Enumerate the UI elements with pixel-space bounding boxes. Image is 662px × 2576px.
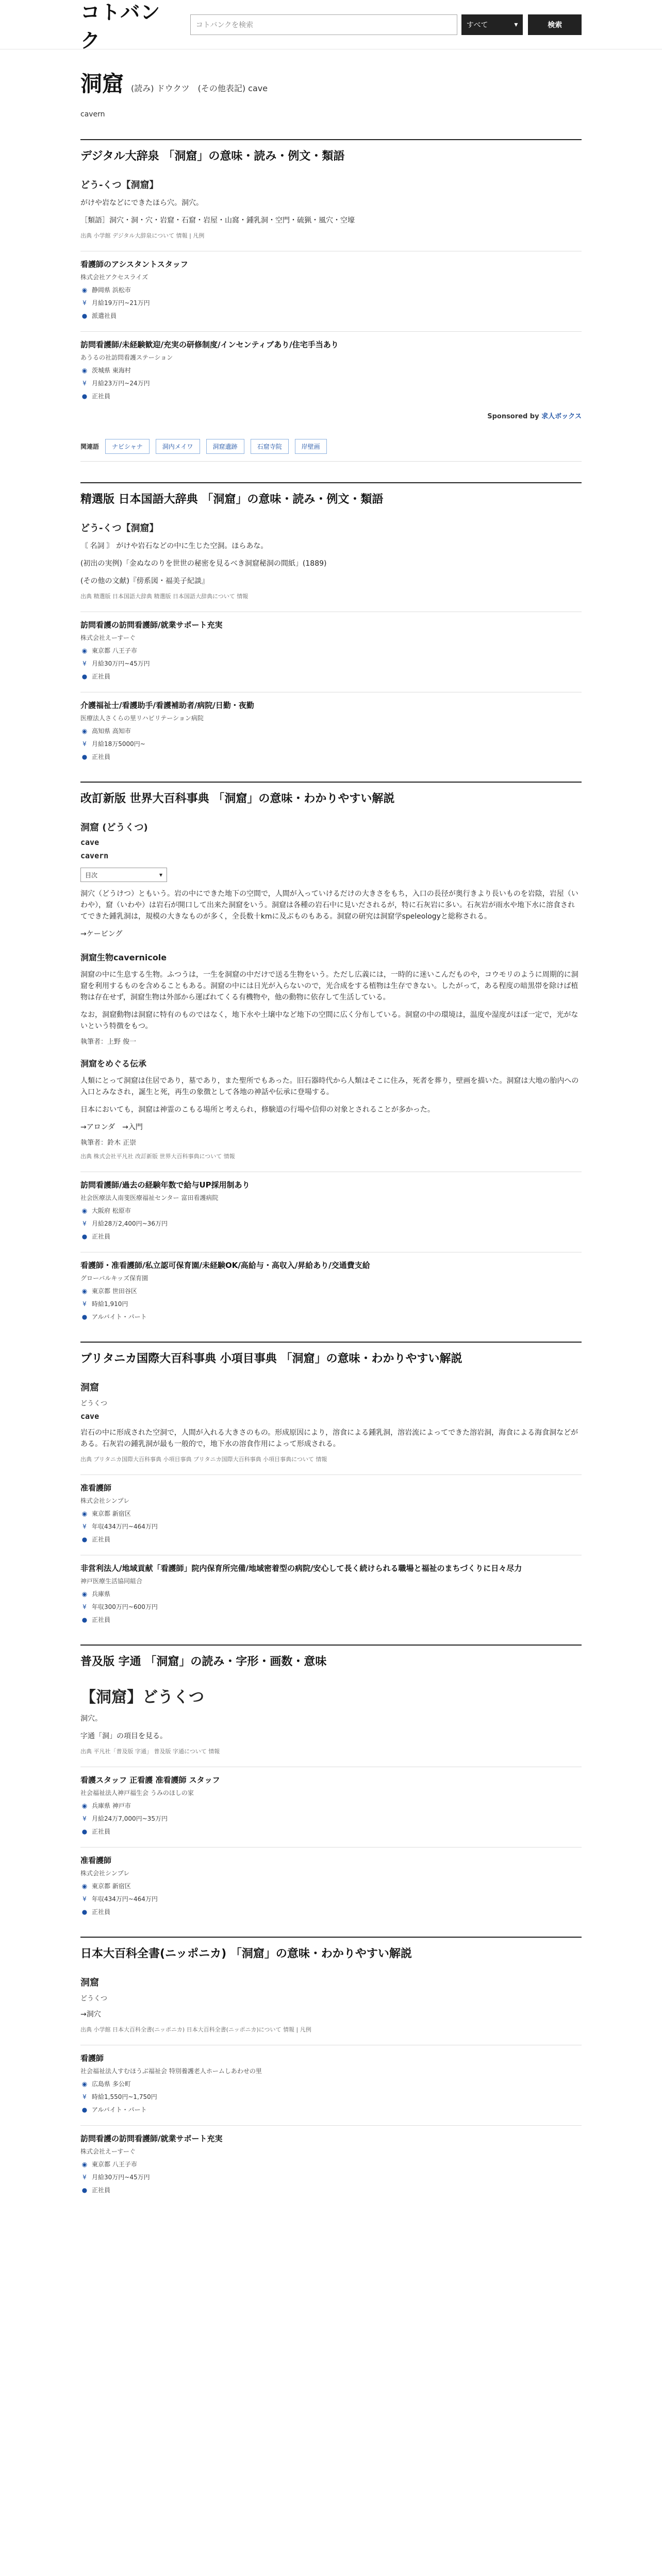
job-company: 株式会社えーすーぐ	[80, 634, 136, 641]
job-location-text: 東京都 世田谷区	[92, 1287, 137, 1295]
job-location-text: 大阪府 松原市	[92, 1207, 131, 1214]
job-location-text: 兵庫県 神戸市	[92, 1802, 131, 1809]
job-location	[80, 366, 582, 375]
job-company: 社会福祉法人すむほうぶ福祉会 特別養護老人ホームしあわせの里	[80, 2067, 262, 2075]
job-listing[interactable]	[80, 1172, 582, 1241]
article-subheading: 洞窟生物cavernicole	[80, 953, 167, 962]
job-location-text: 東京都 八王子市	[92, 647, 137, 654]
job-salary	[80, 298, 582, 307]
job-listing[interactable]	[80, 331, 582, 400]
job-type	[80, 672, 582, 681]
person-icon: ●	[81, 392, 88, 400]
section-title: デジタル大辞泉 「洞窟」の意味・読み・例文・類語	[80, 150, 345, 163]
job-title[interactable]: 看護師のアシスタントスタッフ	[80, 260, 188, 269]
source-meta: 出典 小学館 日本大百科全書(ニッポニカ) 日本大百科全書(ニッポニカ)について 情報 | 凡例	[80, 2026, 311, 2033]
author: 執筆者：鈴木 正崇	[80, 1139, 137, 1147]
job-listing[interactable]	[80, 2125, 582, 2194]
job-salary	[80, 1522, 582, 1531]
job-location-text: 茨城県 東海村	[92, 367, 131, 374]
job-salary-text: 年収434万円~464万円	[92, 1523, 158, 1530]
search-scope-select[interactable]	[461, 14, 523, 35]
job-salary	[80, 2092, 582, 2101]
entry-english: cave	[80, 838, 100, 847]
job-location	[80, 646, 582, 655]
job-title[interactable]: 看護師・准看護師/私立認可保育園/未経験OK/高給与・高収入/昇給あり/交通費支給	[80, 1261, 370, 1270]
word-header	[80, 67, 582, 98]
job-type-text: 正社員	[92, 2187, 111, 2194]
job-location-text: 東京都 新宿区	[92, 1883, 131, 1890]
job-listing[interactable]	[80, 2045, 582, 2114]
job-location	[80, 285, 582, 294]
entry-word: どう‐くつ【洞窟】	[80, 523, 159, 534]
article-paragraph: なお，洞窟動物は洞窟に特有のものではなく，地下水や土壌中など地下の空間に広く分布している。洞窟の中の環境は，温度や湿度がほぼ一定で，光がないという特徴をもつ。	[80, 1011, 578, 1030]
job-type-text: 正社員	[92, 673, 111, 680]
entry-reading: どうくつ	[80, 1400, 108, 1408]
source-meta: 出典 精選版 日本国語大辞典 精選版 日本国語大辞典について 情報	[80, 593, 249, 600]
section-title: 改訂新版 世界大百科事典 「洞窟」の意味・わかりやすい解説	[80, 792, 395, 805]
yen-icon: ¥	[82, 299, 87, 307]
source-meta: 出典 平凡社「普及版 字通」 普及版 字通について 情報	[80, 1748, 220, 1755]
sponsor-brand[interactable]: 求人ボックス	[541, 413, 582, 420]
yen-icon: ¥	[82, 2093, 87, 2100]
job-type-text: 正社員	[92, 1536, 111, 1543]
job-salary	[80, 1299, 582, 1308]
yen-icon: ¥	[82, 659, 87, 667]
yen-icon: ¥	[82, 1219, 87, 1227]
note-text: (その他の文献)『傍系図・福美子紀談』	[80, 577, 209, 585]
section-nipponica	[80, 1937, 582, 2194]
job-salary-text: 月給30万円~45万円	[92, 660, 150, 667]
job-company: 社会医療法人南斐医療福祉センター 富田看護病院	[80, 1194, 219, 1201]
entry-word: 洞窟 (どうくつ)	[80, 822, 148, 833]
source-meta: 出典 株式会社平凡社 改訂新版 世界大百科事典について 情報	[80, 1153, 235, 1160]
person-icon: ●	[81, 312, 88, 319]
toc-select[interactable]	[80, 868, 167, 882]
person-icon: ●	[81, 753, 88, 760]
source-meta: 出典 小学館 デジタル大辞泉について 情報 | 凡例	[80, 232, 205, 239]
yen-icon: ¥	[82, 1300, 87, 1308]
job-listing[interactable]	[80, 1475, 582, 1544]
job-salary	[80, 1219, 582, 1228]
job-salary	[80, 1814, 582, 1823]
map-pin-icon: ◉	[81, 727, 88, 735]
person-icon: ●	[81, 1535, 88, 1543]
section-sekai	[80, 782, 582, 1321]
definition-text: 〘 名詞 〙 がけや岩石などの中に生じた空洞。ほらあな。	[80, 542, 268, 550]
article-subheading: 洞窟をめぐる伝承	[80, 1059, 147, 1069]
source-meta: 出典 ブリタニカ国際大百科事典 小項目事典 ブリタニカ国際大百科事典 小項目事典について 情報	[80, 1456, 327, 1463]
entry-reading: どうくつ	[80, 1995, 108, 2003]
job-title[interactable]: 非営利法人/地域貢献「看護師」院内保育所完備/地域密着型の病院/安心して長く続けられる職場と福祉のまちづくりに日々尽力	[80, 1564, 522, 1573]
job-salary-text: 時給1,910円	[92, 1300, 128, 1308]
job-salary-text: 月給18万5000円~	[92, 740, 145, 748]
see-also-link[interactable]: 字通「洞」の項目を見る。	[80, 1732, 167, 1740]
chevron-down-icon: ▾	[514, 20, 518, 29]
related-tag[interactable]: 岸壁画	[295, 439, 327, 454]
page-title: 洞窟	[80, 71, 124, 96]
person-icon: ●	[81, 1313, 88, 1320]
related-tag[interactable]: 石窟寺院	[251, 439, 289, 454]
job-salary-text: 月給24万7,000円~35万円	[92, 1815, 168, 1822]
word-english: cavern	[80, 110, 105, 118]
job-type-text: 派遣社員	[92, 312, 117, 319]
job-type-text: 正社員	[92, 393, 111, 400]
author: 執筆者：上野 俊一	[80, 1038, 137, 1046]
map-pin-icon: ◉	[81, 1207, 88, 1214]
job-listing[interactable]	[80, 1252, 582, 1321]
job-company: 社会福祉法人神戸福生会 うみのほしの家	[80, 1789, 194, 1797]
entry-word: 【洞窟】どうくつ	[80, 1688, 204, 1706]
site-logo[interactable]: コトバンク	[80, 1, 161, 52]
related-words[interactable]: ［類語］洞穴・洞・穴・岩窟・石窟・岩屋・山窩・鍾乳洞・空門・硫猟・風穴・空壕	[80, 216, 355, 225]
toc-label: 目次	[85, 871, 98, 879]
person-icon: ●	[81, 1827, 88, 1835]
job-location-text: 東京都 八王子市	[92, 2161, 137, 2168]
job-type-text: アルバイト・パート	[92, 2106, 147, 2113]
job-type	[80, 1827, 582, 1836]
job-location	[80, 1206, 582, 1215]
job-location-text: 東京都 新宿区	[92, 1510, 131, 1517]
related-tag[interactable]: 洞内メイワ	[156, 439, 200, 454]
job-type	[80, 2105, 582, 2114]
job-location	[80, 726, 582, 735]
job-title[interactable]: 訪問看護の訪問看護師/就業サポート充実	[80, 620, 223, 630]
job-type	[80, 1535, 582, 1544]
chevron-down-icon: ▾	[159, 871, 162, 878]
job-type	[80, 1907, 582, 1916]
article-paragraph: 日本においても，洞窟は神霊のこもる場所と考えられ，修験道の行場や信仰の対象とされることが多かった。	[80, 1106, 435, 1114]
definition-text: 洞穴。	[80, 1715, 102, 1723]
yen-icon: ¥	[82, 1815, 87, 1822]
job-salary-text: 月給19万円~21万円	[92, 299, 150, 307]
person-icon: ●	[81, 2106, 88, 2113]
person-icon: ●	[81, 2186, 88, 2194]
sponsor-label	[80, 411, 582, 420]
yen-icon: ¥	[82, 2173, 87, 2181]
job-salary-text: 時給1,550円~1,750円	[92, 2093, 157, 2100]
job-type	[80, 1615, 582, 1624]
yen-icon: ¥	[82, 1603, 87, 1611]
job-type-text: アルバイト・パート	[92, 1313, 147, 1320]
job-title[interactable]: 看護師	[80, 2054, 104, 2063]
main-content	[0, 67, 662, 2194]
section-title: 日本大百科全書(ニッポニカ) 「洞窟」の意味・わかりやすい解説	[80, 1947, 412, 1960]
section-seisen	[80, 482, 582, 761]
search-scope-label: すべて	[466, 21, 488, 29]
entry-word: 洞窟	[80, 1977, 99, 1988]
job-listing[interactable]	[80, 692, 582, 761]
article-paragraph: 人類にとって洞窟は住居であり，墓であり，また聖所でもあった。旧石器時代から人類はそこに住み，死者を葬り，壁画を描いた。洞窟は大地の胎内への入口とみなされ，誕生と死，再生の象徴として各地の神話や伝承に登場する。	[80, 1077, 579, 1096]
section-title: 精選版 日本国語大辞典 「洞窟」の意味・読み・例文・類語	[80, 493, 384, 506]
job-title[interactable]: 看護スタッフ 正看護 准看護師 スタッフ	[80, 1775, 220, 1785]
job-location	[80, 1509, 582, 1518]
related-tag[interactable]: ナビシャナ	[105, 439, 150, 454]
job-location-text: 兵庫県	[92, 1590, 111, 1598]
see-also-link[interactable]: →洞穴	[80, 2010, 101, 2019]
job-salary	[80, 1602, 582, 1611]
job-company: 医療法人さくらの里リハビリテーション病院	[80, 715, 204, 722]
map-pin-icon: ◉	[81, 366, 88, 374]
see-also-link[interactable]: →ケービング	[80, 930, 123, 938]
job-location	[80, 1801, 582, 1810]
map-pin-icon: ◉	[81, 1802, 88, 1809]
yen-icon: ¥	[82, 740, 87, 748]
section-title: 普及版 字通 「洞窟」の読み・字形・画数・意味	[80, 1655, 327, 1668]
job-salary-text: 年収434万円~464万円	[92, 1895, 158, 1903]
job-location	[80, 1882, 582, 1890]
job-type-text: 正社員	[92, 1616, 111, 1623]
map-pin-icon: ◉	[81, 1882, 88, 1890]
job-salary	[80, 2173, 582, 2181]
citation-text: (初出の実例)「金ぬなのりを世世の秘密を見るべき洞窟秘洞の間紙」(1889)	[80, 560, 327, 568]
job-type	[80, 752, 582, 761]
job-listing[interactable]	[80, 1847, 582, 1916]
job-salary	[80, 379, 582, 387]
article-paragraph: 洞窟の中に生息する生物。ふつうは，一生を洞窟の中だけで送る生物をいう。ただし広義には，一時的に迷いこんだものや，コウモリのように周期的に洞窟を利用するものを含めることもある。洞窟の中には日光が入らないので，光合成をする植物は生存できない。したがって，ある程度の暗黒帯を除けば植物は存在せず，洞窟生物は外部から運ばれてくる有機物や，他の動物に依存して生活している。	[80, 971, 578, 1002]
person-icon: ●	[81, 1232, 88, 1240]
job-listing[interactable]	[80, 612, 582, 681]
entry-english-alt: cavern	[80, 851, 109, 860]
section-britannica	[80, 1342, 582, 1624]
job-company: 株式会社アクセスライズ	[80, 274, 148, 281]
entry-word: 洞窟	[80, 1382, 99, 1393]
sponsor-prefix: Sponsored by	[487, 413, 539, 420]
entry-word: どう‐くつ【洞窟】	[80, 180, 159, 191]
job-listing[interactable]	[80, 1555, 582, 1624]
map-pin-icon: ◉	[81, 1590, 88, 1598]
job-location	[80, 2160, 582, 2168]
job-location	[80, 2079, 582, 2088]
article-paragraph: 洞穴（どうけつ）ともいう。岩の中にできた地下の空間で，人間が入っていけるだけの大きさをもち，入口の長径が奥行きより長いものを岩陰，岩屋（いわや），窟（いわや）は岩石が開口して出来た洞窟をいう。洞窟は各種の岩石中に見いだされるが，特に石灰岩に多い。石灰岩が雨水や地下水に溶食されてできた鍾乳洞は，規模の大きなものが多く，全長数十kmに及ぶものもある。洞窟の研究は洞窟学speleologyと総称される。	[80, 890, 578, 921]
job-title[interactable]: 准看護師	[80, 1856, 112, 1865]
yen-icon: ¥	[82, 1895, 87, 1903]
job-type-text: 正社員	[92, 753, 111, 760]
job-location	[80, 1589, 582, 1598]
job-title[interactable]: 訪問看護の訪問看護師/就業サポート充実	[80, 2134, 223, 2143]
related-tags-label: 関連語	[80, 443, 100, 450]
job-type	[80, 1312, 582, 1321]
job-company: あうるの社訪問看護ステーション	[80, 354, 173, 361]
job-company: グローバルキッズ保育園	[80, 1275, 148, 1282]
yen-icon: ¥	[82, 379, 87, 387]
job-type	[80, 2185, 582, 2194]
person-icon: ●	[81, 1616, 88, 1623]
section-daijisen	[80, 139, 582, 420]
job-salary	[80, 659, 582, 668]
map-pin-icon: ◉	[81, 647, 88, 654]
definition-text: がけや岩などにできたほら穴。洞穴。	[80, 199, 203, 207]
job-location-text: 高知県 高知市	[92, 727, 131, 735]
section-jitsu	[80, 1645, 582, 1916]
person-icon: ●	[81, 672, 88, 680]
job-location	[80, 1286, 582, 1295]
job-listing[interactable]	[80, 1767, 582, 1836]
search-button[interactable]: 検索	[528, 14, 582, 35]
map-pin-icon: ◉	[81, 1287, 88, 1295]
job-salary-text: 月給28万2,400円~36万円	[92, 1220, 168, 1227]
job-company: 株式会社シンプレ	[80, 1870, 130, 1877]
yen-icon: ¥	[82, 1522, 87, 1530]
job-type-text: 正社員	[92, 1233, 111, 1240]
job-salary	[80, 1894, 582, 1903]
job-type-text: 正社員	[92, 1828, 111, 1835]
job-title[interactable]: 訪問看護師/未経験歓迎/充実の研修制度/インセンティブあり/住宅手当あり	[80, 340, 339, 349]
map-pin-icon: ◉	[81, 286, 88, 294]
job-type	[80, 392, 582, 400]
job-salary	[80, 739, 582, 748]
job-salary-text: 年収300万円~600万円	[92, 1603, 158, 1611]
job-location-text: 静岡県 浜松市	[92, 286, 131, 294]
job-title[interactable]: 介護福祉士/看護助手/看護補助者/病院/日勤・夜勤	[80, 701, 254, 710]
job-company: 株式会社シンプレ	[80, 1497, 130, 1504]
job-company: 株式会社えーすーぐ	[80, 2148, 136, 2155]
article-paragraph: 岩石の中に形成された空洞で，人間が入れる大きさのもの。形成原因により，溶食による鍾乳洞，溶岩流によってできた溶岩洞，海食による海食洞などがある。石灰岩の鍾乳洞が最も一般的で，地下水の溶食作用によって形成される。	[80, 1429, 578, 1448]
related-tags	[80, 439, 582, 462]
job-listing[interactable]	[80, 251, 582, 320]
header	[0, 0, 662, 52]
entry-english: cave	[80, 1412, 100, 1421]
job-company: 神戸医療生活協同組合	[80, 1578, 143, 1585]
job-salary-text: 月給23万円~24万円	[92, 380, 150, 387]
job-location-text: 広島県 多公町	[92, 2080, 131, 2088]
see-also-link[interactable]: →アロンダ →入門	[80, 1123, 143, 1131]
map-pin-icon: ◉	[81, 2080, 88, 2088]
related-tag[interactable]: 洞窟遺跡	[206, 439, 244, 454]
job-type	[80, 311, 582, 320]
person-icon: ●	[81, 1908, 88, 1916]
section-title: ブリタニカ国際大百科事典 小項目事典 「洞窟」の意味・わかりやすい解説	[80, 1352, 462, 1365]
search-input[interactable]: コトバンクを検索	[190, 14, 457, 35]
job-title[interactable]: 准看護師	[80, 1483, 112, 1493]
job-title[interactable]: 訪問看護師/過去の経験年数で給与UP採用制あり	[80, 1180, 250, 1190]
map-pin-icon: ◉	[81, 2160, 88, 2168]
word-reading: (読み) ドウクツ (その他表記) cave	[131, 83, 268, 93]
job-salary-text: 月給30万円~45万円	[92, 2174, 150, 2181]
job-type	[80, 1232, 582, 1241]
job-type-text: 正社員	[92, 1908, 111, 1916]
map-pin-icon: ◉	[81, 1510, 88, 1517]
